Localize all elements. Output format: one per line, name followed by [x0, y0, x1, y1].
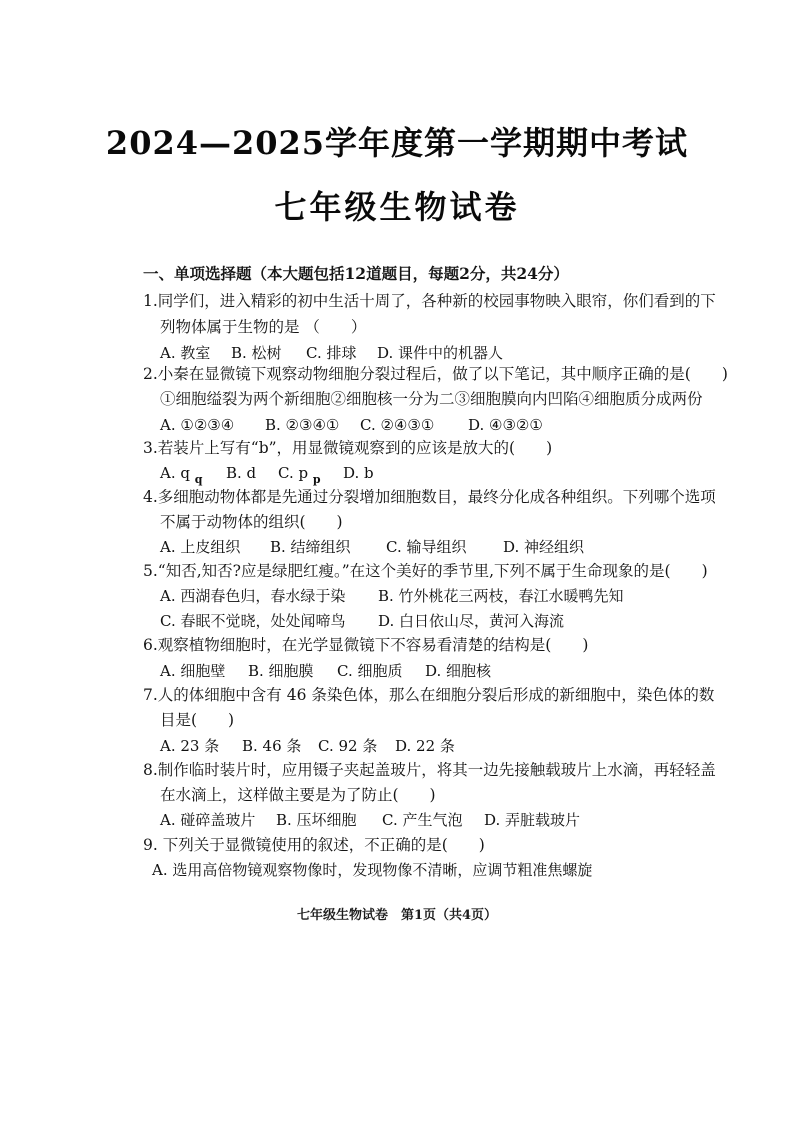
question-6-option-d: D. 细胞核: [425, 662, 492, 680]
question-3-option-d: D. b: [343, 464, 374, 482]
question-4-option-a: A. 上皮组织: [160, 538, 241, 556]
question-7-option-a: A. 23 条: [160, 737, 220, 755]
question-7-option-b: B. 46 条: [242, 737, 302, 755]
question-4-option-b: B. 结缔组织: [270, 538, 351, 556]
section-heading: 一、单项选择题（本大题包括12道题目，每题2分，共24分）: [143, 264, 569, 283]
question-5-option-a: A. 西湖春色归，春水绿于染: [160, 587, 346, 605]
question-2-option-c: C. ②④③①: [360, 416, 435, 434]
question-2-stem-line-1: 2.小秦在显微镜下观察动物细胞分裂过程后，做了以下笔记，其中顺序正确的是( ): [143, 365, 728, 383]
question-1-stem-line-2: 列物体属于生物的是 （ ）: [160, 318, 367, 336]
question-1-option-a: A. 教室: [160, 344, 211, 362]
question-6-option-b: B. 细胞膜: [248, 662, 314, 680]
question-3-option-a: [160, 463, 202, 485]
question-5-option-c: C. 春眠不觉晓，处处闻啼鸟: [160, 612, 346, 630]
question-3-option-a-label: A. q: [160, 464, 190, 482]
question-2-option-b: B. ②③④①: [265, 416, 340, 434]
question-8-option-c: C. 产生气泡: [382, 811, 463, 829]
question-2-option-d: D. ④③②①: [468, 416, 543, 434]
question-1-stem-line-1: 1.同学们，进入精彩的初中生活十周了，各种新的校园事物映入眼帘，你们看到的下: [143, 292, 716, 310]
question-6-option-a: A. 细胞壁: [160, 662, 226, 680]
exam-title: 2024—2025学年度第一学期期中考试: [105, 124, 689, 162]
question-8-option-a: A. 碰碎盖玻片: [160, 811, 256, 829]
question-3-option-c: [278, 463, 321, 485]
question-3-option-c-label: C. p: [278, 464, 309, 482]
question-8-stem-line-2: 在水滴上，这样做主要是为了防止( ): [160, 786, 436, 804]
question-2-stem-line-2: ①细胞缢裂为两个新细胞②细胞核一分为二③细胞膜向内凹陷④细胞质分成两份: [160, 390, 703, 408]
question-7-option-d: D. 22 条: [395, 737, 455, 755]
question-4-option-c: C. 输导组织: [386, 538, 467, 556]
question-8-option-b: B. 压坏细胞: [276, 811, 357, 829]
question-4-stem-line-2: 不属于动物体的组织( ): [160, 513, 343, 531]
question-6-stem: 6.观察植物细胞时，在光学显微镜下不容易看清楚的结构是( ): [143, 636, 589, 654]
question-3-option-b: B. d: [226, 464, 257, 482]
question-3-option-c-mirror: p: [312, 473, 321, 486]
question-8-option-d: D. 弄脏载玻片: [484, 811, 581, 829]
question-7-stem-line-1: 7.人的体细胞中含有 46 条染色体，那么在细胞分裂后形成的新细胞中，染色体的数: [143, 686, 715, 704]
question-7-option-c: C. 92 条: [318, 737, 378, 755]
question-8-stem-line-1: 8.制作临时装片时，应用镊子夹起盖玻片，将其一边先接触载玻片上水滴，再轻轻盖: [143, 761, 716, 779]
question-5-option-d: D. 白日依山尽，黄河入海流: [378, 612, 565, 630]
question-6-option-c: C. 细胞质: [337, 662, 403, 680]
question-2-option-a: A. ①②③④: [160, 416, 235, 434]
question-1-option-b: B. 松树: [231, 344, 282, 362]
question-5-stem: 5.“知否,知否?应是绿肥红瘦。”在这个美好的季节里,下列不属于生命现象的是( ): [143, 562, 708, 580]
question-1-option-d: D. 课件中的机器人: [377, 344, 504, 362]
question-3-option-a-mirror: q: [194, 473, 203, 486]
question-1-option-c: C. 排球: [306, 344, 357, 362]
question-9-stem: 9. 下列关于显微镜使用的叙述，不正确的是( ): [143, 836, 485, 854]
question-3-stem: 3.若装片上写有“b”，用显微镜观察到的应该是放大的( ): [143, 439, 553, 457]
exam-subtitle: 七年级生物试卷: [274, 188, 520, 226]
question-5-option-b: B. 竹外桃花三两枝，春江水暖鸭先知: [378, 587, 624, 605]
question-9-option-a: A. 选用高倍物镜观察物像时，发现物像不清晰，应调节粗准焦螺旋: [152, 861, 593, 879]
question-4-option-d: D. 神经组织: [503, 538, 585, 556]
question-4-stem-line-1: 4.多细胞动物体都是先通过分裂增加细胞数目，最终分化成各种组织。下列哪个选项: [143, 488, 716, 506]
question-7-stem-line-2: 目是( ): [160, 711, 235, 729]
page-footer: 七年级生物试卷 第1页（共4页）: [296, 908, 498, 923]
